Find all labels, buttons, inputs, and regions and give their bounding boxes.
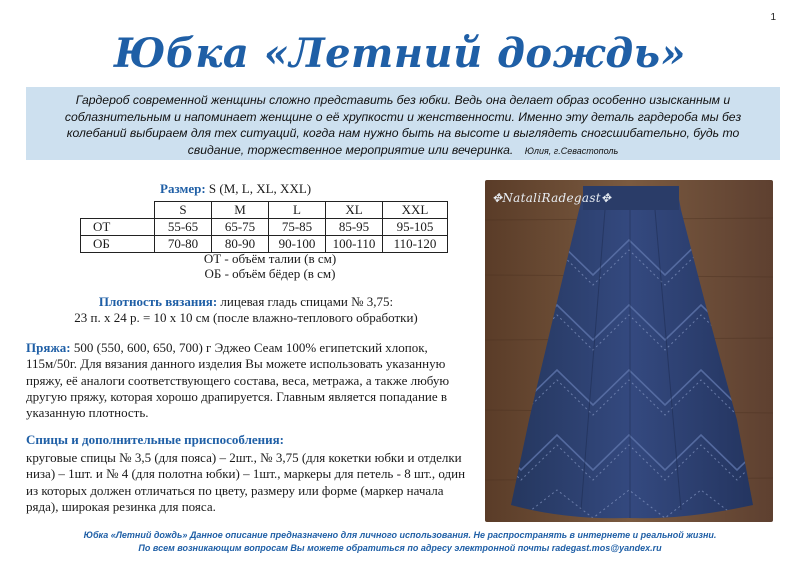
table-cell: 110-120 (383, 236, 448, 253)
table-cell: ОБ (81, 236, 155, 253)
size-value: S (M, L, XL, XXL) (208, 181, 312, 196)
intro-box (26, 87, 780, 160)
needles-text: круговые спицы № 3,5 (для пояса) – 2шт., № 3,75 (для кокетки юбки и отделки низа) – 1шт. и № 4 (для полотна юбки) – 1шт., маркеры для петель - 8 шт., один из которых должен отличаться по цвету, размеру или форме (маркер начала ряда), широкая резинка для пояса. (26, 450, 466, 514)
density-line2: 23 п. х 24 р. = 10 х 10 см (после влажно-теплового обработки) (74, 310, 418, 325)
legend-hips: ОБ - объём бёдер (в см) (204, 266, 336, 281)
size-heading (160, 181, 311, 197)
yarn-section (26, 340, 466, 421)
footer-contact: По всем возникающим вопросам Вы можете обратиться по адресу электронной почты radegast.mos@yandex.ru (138, 543, 662, 553)
legend-waist: ОТ - объём талии (в см) (203, 251, 337, 266)
table-cell: 95-105 (383, 219, 448, 236)
table-row (81, 236, 448, 253)
density-section (26, 294, 466, 326)
table-cell: 100-110 (326, 236, 383, 253)
density-label: Плотность вязания: (98, 294, 218, 309)
photo-watermark: ✥NataliRadegast✥ (492, 191, 612, 205)
table-cell: 90-100 (269, 236, 326, 253)
density-line1: лицевая гладь спицами № 3,75: (220, 294, 394, 309)
size-table-header: L (269, 202, 326, 219)
skirt-photo (485, 180, 773, 522)
table-row (81, 219, 448, 236)
size-label: Размер: (160, 181, 206, 196)
skirt-illustration (485, 180, 773, 522)
table-cell: 70-80 (155, 236, 212, 253)
table-cell: 55-65 (155, 219, 212, 236)
yarn-label: Пряжа: (26, 340, 71, 355)
yarn-text: 500 (550, 600, 650, 700) г Эджео Сеам 100% египетский хлопок, 115м/50г. Для вязания данного изделия Вы можете использовать указанную пряжу, её аналоги соответствующего состава, веса, метража, а также любую другую пряжу, которая хорошо драпируется. Главным является попадание в указанную плотность. (26, 340, 450, 421)
needles-label: Спицы и дополнительные приспособления: (26, 432, 284, 447)
page-title: Юбка «Летний дождь» (113, 30, 687, 77)
size-table-header (81, 202, 155, 219)
table-cell: ОТ (81, 219, 155, 236)
intro-text: Гардероб современной женщины сложно представить без юбки. Ведь она делает образ особенно изысканным и соблазнительным и напоминает женщине о её хрупкости и женственности. Именно эту деталь гардероба мы без колебаний выбираем для тех ситуаций, когда нам нужно быть на высоте и выглядеть сногсшибательно, будь то свидание, торжественное мероприятие или вечеринка. (64, 93, 742, 157)
size-table (80, 201, 448, 253)
size-table-header: M (212, 202, 269, 219)
size-table-header: XL (326, 202, 383, 219)
table-cell: 80-90 (212, 236, 269, 253)
table-cell: 75-85 (269, 219, 326, 236)
footer-notice: Юбка «Летний дождь» Данное описание предназначено для личного использования. Не распространять в интернете и реальной жизни. (83, 530, 717, 540)
intro-author: Юлия, г.Севастополь (524, 145, 619, 156)
page-number: 1 (770, 12, 776, 23)
needles-heading (26, 432, 466, 448)
table-cell: 65-75 (212, 219, 269, 236)
size-table-header: XXL (383, 202, 448, 219)
size-table-header-row (81, 202, 448, 219)
size-table-header: S (155, 202, 212, 219)
table-cell: 85-95 (326, 219, 383, 236)
